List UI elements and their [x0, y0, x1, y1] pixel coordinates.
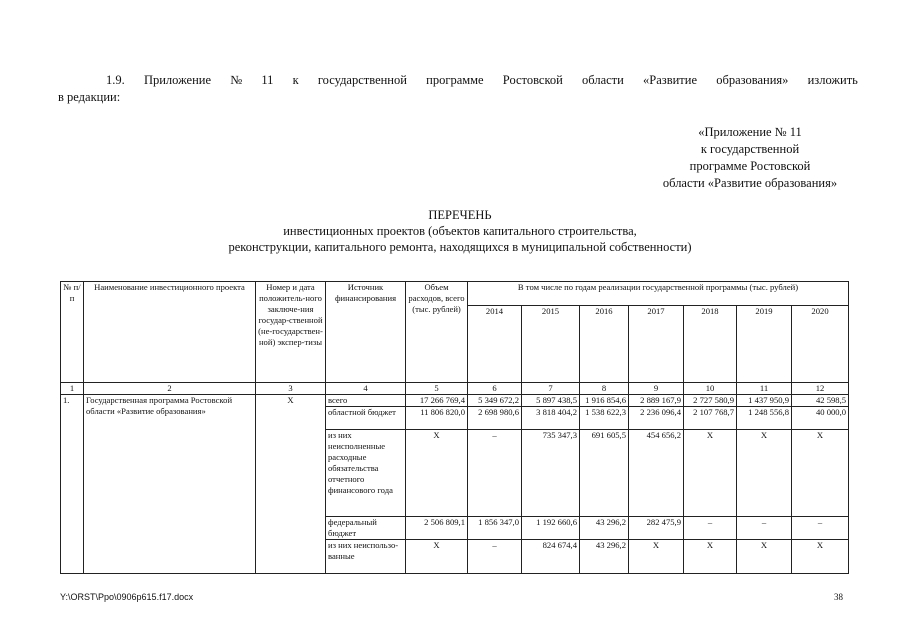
header-year: 2016 [580, 306, 629, 383]
year-value: 5 897 438,5 [522, 395, 580, 407]
appendix-line: области «Развитие образования» [662, 176, 838, 190]
year-value: 1 192 660,6 [522, 517, 580, 540]
year-value: – [737, 517, 792, 540]
intro-word: к [292, 73, 299, 87]
funding-source: федеральный бюджет [326, 517, 406, 540]
title-line-2: реконструкции, капитального ремонта, находящихся в муниципальной собственности) [228, 240, 692, 254]
intro-word: образования» [716, 73, 789, 87]
column-number: 8 [580, 383, 629, 395]
year-value: 2 889 167,9 [629, 395, 684, 407]
year-value: – [468, 430, 522, 517]
year-value: 454 656,2 [629, 430, 684, 517]
column-number: 3 [256, 383, 326, 395]
header-year: 2015 [522, 306, 580, 383]
year-value: – [684, 517, 737, 540]
header-project-name: Наименование инвестиционного проекта [84, 282, 256, 383]
year-value: Х [792, 430, 849, 517]
year-value: 691 605,5 [580, 430, 629, 517]
intro-word: 1.9. [106, 73, 125, 87]
intro-line-1 [58, 72, 858, 89]
header-year: 2019 [737, 306, 792, 383]
year-value: Х [737, 430, 792, 517]
intro-word: области [582, 73, 624, 87]
column-number: 2 [84, 383, 256, 395]
column-number-row [61, 383, 849, 395]
project-expertise: Х [256, 395, 326, 574]
year-value: 42 598,5 [792, 395, 849, 407]
year-value: Х [684, 540, 737, 574]
year-value: 1 437 950,9 [737, 395, 792, 407]
year-value: 824 674,4 [522, 540, 580, 574]
header-year: 2018 [684, 306, 737, 383]
year-value: 1 248 556,8 [737, 407, 792, 430]
project-name: Государственная программа Ростовской области «Развитие образования» [84, 395, 256, 574]
appendix-line: программе Ростовской [689, 159, 811, 173]
year-value: 43 296,2 [580, 517, 629, 540]
column-number: 12 [792, 383, 849, 395]
column-number: 7 [522, 383, 580, 395]
header-funding-source: Источник финансирования [326, 282, 406, 383]
year-value: Х [629, 540, 684, 574]
year-value: – [792, 517, 849, 540]
total-value: 11 806 820,0 [406, 407, 468, 430]
total-value: 17 266 769,4 [406, 395, 468, 407]
funding-source: из них неиспользо-ванные [326, 540, 406, 574]
year-value: 282 475,9 [629, 517, 684, 540]
year-value: Х [792, 540, 849, 574]
footer-file-path: Y:\ORST\Ppo\0906p615.f17.docx [60, 592, 194, 602]
header-year: 2017 [629, 306, 684, 383]
column-number: 11 [737, 383, 792, 395]
header-years-group: В том числе по годам реализации государственной программы (тыс. рублей) [468, 282, 849, 306]
funding-source: всего [326, 395, 406, 407]
intro-line-2: в редакции: [58, 90, 121, 104]
intro-word: № [230, 73, 243, 87]
investment-projects-table [60, 281, 849, 574]
total-value: Х [406, 430, 468, 517]
column-number: 10 [684, 383, 737, 395]
column-number: 6 [468, 383, 522, 395]
project-number: 1. [61, 395, 84, 574]
year-value: 735 347,3 [522, 430, 580, 517]
header-total-expenses: Объем расходов, всего (тыс. рублей) [406, 282, 468, 383]
year-value: 2 727 580,9 [684, 395, 737, 407]
appendix-line: к государственной [700, 142, 800, 156]
table-row [61, 395, 849, 407]
intro-word: Приложение [143, 73, 212, 87]
header-expertise: Номер и дата положитель-ного заключе-ния государ-ственной (не-государствен-ной) экспер-тизы [256, 282, 326, 383]
year-value: – [468, 540, 522, 574]
title-line-1: инвестиционных проектов (объектов капитального строительства, [283, 224, 637, 238]
intro-word: 11 [261, 73, 274, 87]
year-value: 1 538 622,3 [580, 407, 629, 430]
document-title [60, 207, 860, 255]
column-number: 5 [406, 383, 468, 395]
appendix-reference [600, 124, 900, 192]
page-number: 38 [834, 592, 843, 602]
intro-word: государственной [317, 73, 407, 87]
year-value: Х [737, 540, 792, 574]
year-value: 2 236 096,4 [629, 407, 684, 430]
year-value: 1 856 347,0 [468, 517, 522, 540]
intro-word: изложить [807, 73, 858, 87]
column-number: 4 [326, 383, 406, 395]
intro-word: программе [426, 73, 484, 87]
appendix-line: «Приложение № 11 [698, 125, 802, 139]
column-number: 9 [629, 383, 684, 395]
intro-paragraph [58, 72, 858, 106]
year-value: 2 107 768,7 [684, 407, 737, 430]
column-number: 1 [61, 383, 84, 395]
total-value: Х [406, 540, 468, 574]
year-value: 43 296,2 [580, 540, 629, 574]
title-heading: ПЕРЕЧЕНЬ [428, 208, 492, 222]
year-value: 40 000,0 [792, 407, 849, 430]
intro-word: «Развитие [643, 73, 698, 87]
total-value: 2 506 809,1 [406, 517, 468, 540]
year-value: 2 698 980,6 [468, 407, 522, 430]
year-value: 3 818 404,2 [522, 407, 580, 430]
year-value: 5 349 672,2 [468, 395, 522, 407]
year-value: Х [684, 430, 737, 517]
year-value: 1 916 854,6 [580, 395, 629, 407]
funding-source: областной бюджет [326, 407, 406, 430]
intro-word: Ростовской [502, 73, 563, 87]
header-number: № п/п [61, 282, 84, 383]
header-year: 2014 [468, 306, 522, 383]
header-year: 2020 [792, 306, 849, 383]
funding-source: из них неисполненные расходные обязательства отчетного финансового года [326, 430, 406, 517]
